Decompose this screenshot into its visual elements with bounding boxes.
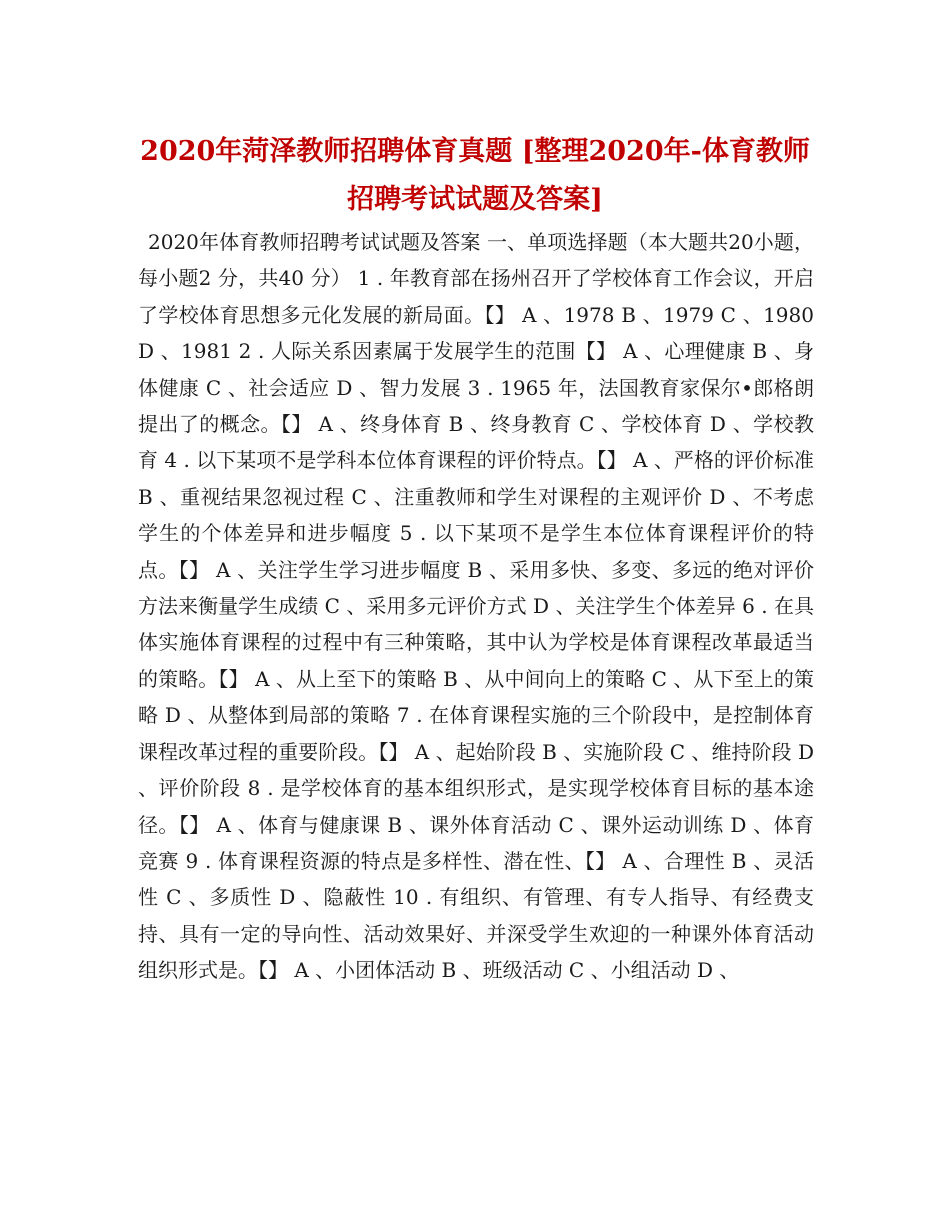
document-body: 2020年体育教师招聘考试试题及答案 一、单项选择题（本大题共20小题，每小题2 分，共40 分） 1 . 年教育部在扬州召开了学校体育工作会议，开启了学校体育思想多元化发展的新局面。【】 A 、1978 B 、1979 C 、1980 D 、1981 2 . 人际关系因素属于发展学生的范围【】 A 、心理健康 B 、身体健康 C 、社会适应 D 、智力发展 3 . 1965 年，法国教育家保尔•郎格朗提出了的概念。【】 A 、终身体育 B 、终身教育 C 、学校体育 D 、学校教育 4 . 以下某项不是学科本位体育课程的评价特点。【】 A 、严格的评价标准 B 、重视结果忽视过程 C 、注重教师和学生对课程的主观评价 D 、不考虑学生的个体差异和进步幅度 5 . 以下某项不是学生本位体育课程评价的特点。【】 A 、关注学生学习进步幅度 B 、采用多快、多变、多远的绝对评价方法来衡量学生成绩 C 、采用多元评价方式 D 、关注学生个体差异 6 . 在具体实施体育课程的过程中有三种策略，其中认为学校是体育课程改革最适当的策略。【】 A 、从上至下的策略 B 、从中间向上的策略 C 、从下至上的策略 D 、从整体到局部的策略 7 . 在体育课程实施的三个阶段中，是控制体育课程改革过程的重要阶段。【】 A 、起始阶段 B 、实施阶段 C 、维持阶段 D 、评价阶段 8 . 是学校体育的基本组织形式，是实现学校体育目标的基本途径。【】 A 、体育与健康课 B 、课外体育活动 C 、课外运动训练 D 、体育竞赛 9 . 体育课程资源的特点是多样性、潜在性、【】 A 、合理性 B 、灵活性 C 、多质性 D 、隐蔽性 10 . 有组织、有管理、有专人指导、有经费支持、具有一定的导向性、活动效果好、并深受学生欢迎的一种课外体育活动组织形式是。【】 A 、小团体活动 B 、班级活动 C 、小组活动 D 、 bbox=[138, 230, 814, 983]
document-title: 2020年菏泽教师招聘体育真题 [整理2020年-体育教师招聘考试试题及答案] bbox=[140, 136, 810, 215]
